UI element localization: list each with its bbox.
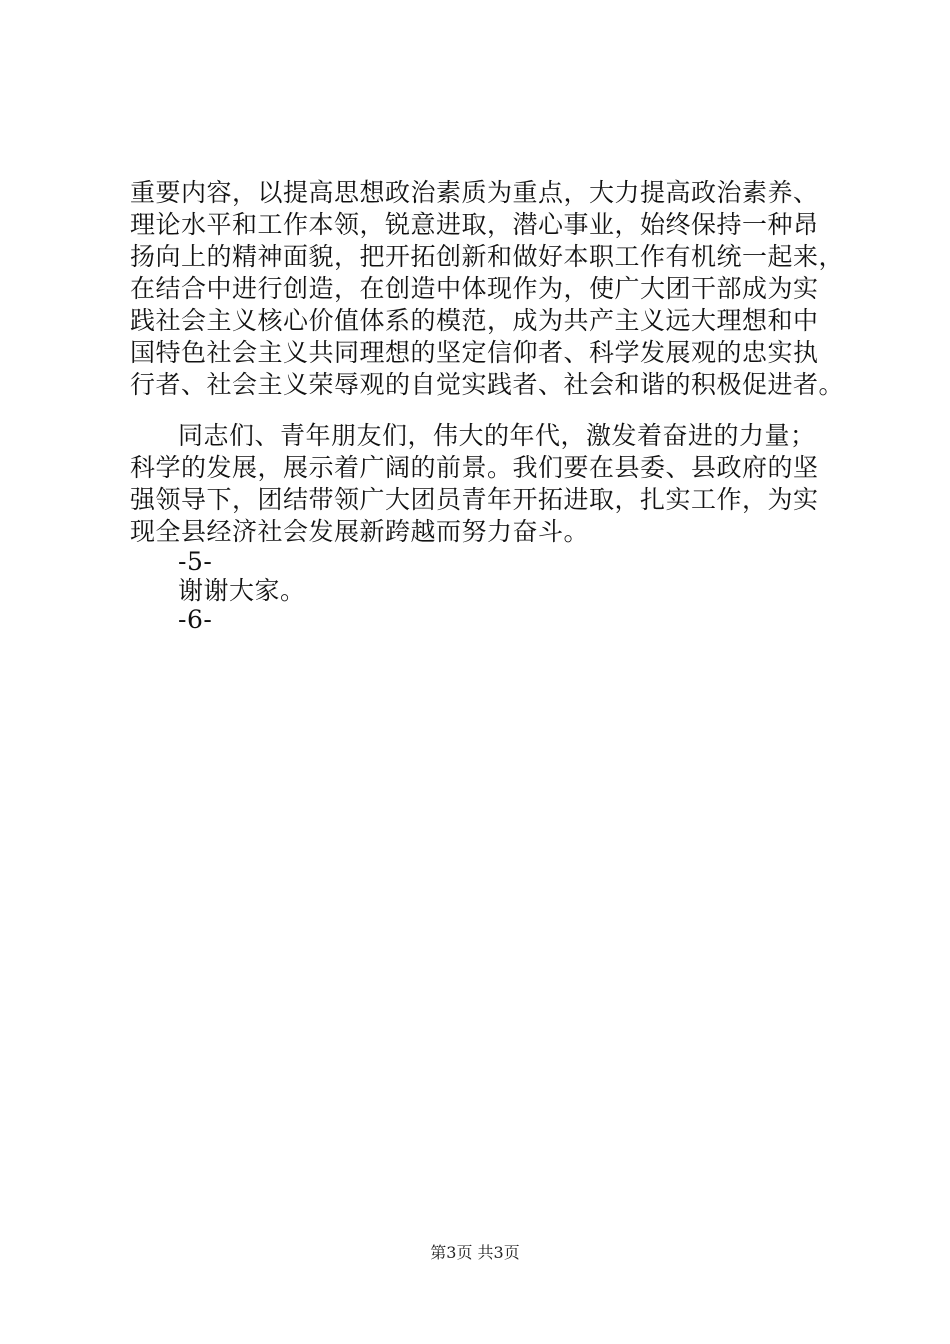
paragraph-2-line-4: 现全县经济社会发展新跨越而努力奋斗。 <box>130 517 590 546</box>
closing-line: 谢谢大家。 <box>178 576 306 605</box>
page-marker-5: -5- <box>178 547 213 576</box>
paragraph-1-line-4: 在结合中进行创造，在创造中体现作为，使广大团干部成为实 <box>130 274 819 303</box>
paragraph-1-line-3: 扬向上的精神面貌，把开拓创新和做好本职工作有机统一起来， <box>130 242 845 271</box>
paragraph-1-line-6: 国特色社会主义共同理想的坚定信仰者、科学发展观的忠实执 <box>130 338 819 367</box>
paragraph-2-line-1: 同志们、青年朋友们，伟大的年代，激发着奋进的力量； <box>178 421 816 450</box>
paragraph-2-line-3: 强领导下，团结带领广大团员青年开拓进取，扎实工作，为实 <box>130 485 819 514</box>
paragraph-1-line-1: 重要内容，以提高思想政治素质为重点，大力提高政治素养、 <box>130 178 819 207</box>
paragraph-1-line-2: 理论水平和工作本领，锐意进取，潜心事业，始终保持一种昂 <box>130 210 819 239</box>
paragraph-1-line-5: 践社会主义核心价值体系的模范，成为共产主义远大理想和中 <box>130 306 819 335</box>
page-footer: 第3页 共3页 <box>430 1243 520 1262</box>
page-marker-6: -6- <box>178 605 213 634</box>
paragraph-1-line-7: 行者、社会主义荣辱观的自觉实践者、社会和谐的积极促进者。 <box>130 370 845 399</box>
paragraph-2-line-2: 科学的发展，展示着广阔的前景。我们要在县委、县政府的坚 <box>130 453 819 482</box>
